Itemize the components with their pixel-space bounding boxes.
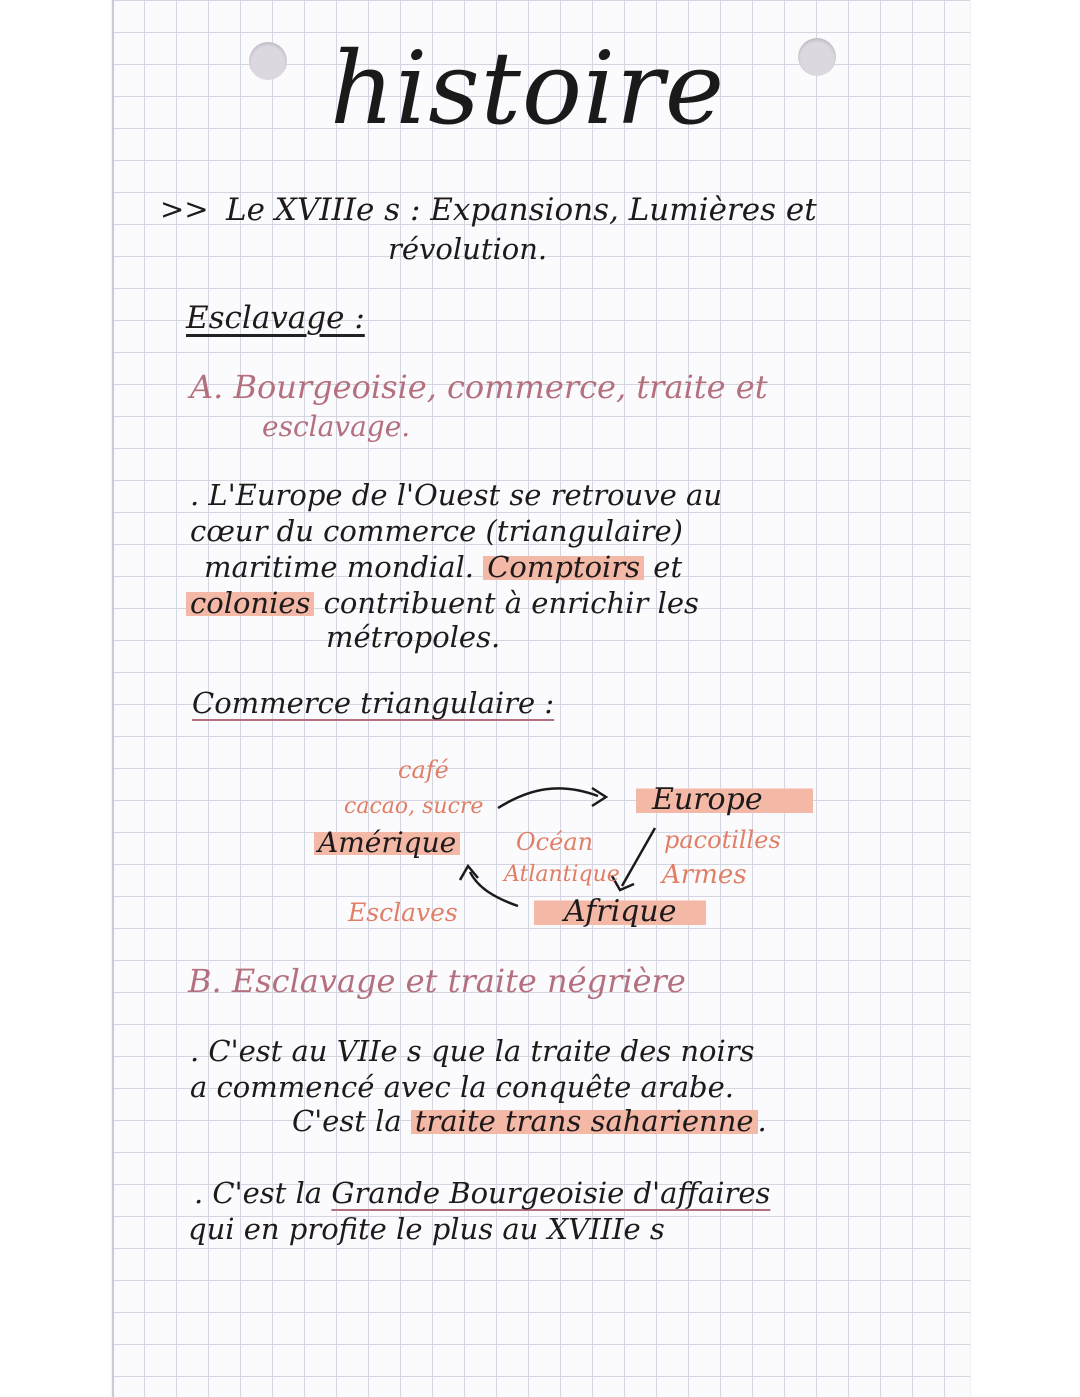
highlight-colonies: colonies (186, 586, 314, 620)
label-afrique: Afrique (534, 894, 706, 929)
paragraph1-line2: cœur du commerce (triangulaire) (190, 514, 683, 548)
triangle-heading: Commerce triangulaire : (192, 686, 555, 720)
paragraph2-line3-end: . (757, 1104, 767, 1138)
label-atlantique: Atlantique (504, 862, 620, 887)
arrowhead-europe (592, 788, 606, 806)
arrow-america-to-europe (498, 788, 598, 808)
label-cacao-sucre: cacao, sucre (344, 794, 484, 819)
label-esclaves: Esclaves (348, 898, 458, 927)
page-title: histoire (330, 30, 726, 147)
paragraph1-line3-text: maritime mondial. (204, 550, 474, 584)
paragraph1-line3-end: et (653, 550, 683, 584)
part-a-title-line2: esclavage. (262, 410, 411, 443)
paragraph3-line1-text: . C'est la (194, 1176, 323, 1210)
label-europe: Europe (636, 782, 813, 817)
chapter-title-line2: révolution. (388, 232, 548, 266)
paragraph3-line1 (194, 1176, 770, 1210)
arrow-europe-to-africa (622, 828, 655, 886)
section-heading: Esclavage : (186, 300, 365, 336)
paragraph2-line2: a commencé avec la conquête arabe. (190, 1070, 734, 1104)
paragraph2-line1: . C'est au VIIe s que la traite des noirs (190, 1034, 755, 1068)
chapter-title-line1: Le XVIIIe s : Expansions, Lumières et (226, 192, 817, 228)
paragraph2-line3 (292, 1104, 767, 1138)
part-b-title: B. Esclavage et traite négrière (188, 962, 686, 1000)
highlight-comptoirs: Comptoirs (483, 550, 644, 584)
chapter-marker: >> (160, 192, 209, 226)
part-a-title-line1: A. Bourgeoisie, commerce, traite et (190, 368, 768, 406)
paragraph1-line5: métropoles. (326, 620, 501, 654)
highlight-traite-trans-saharienne: traite trans saharienne (411, 1104, 758, 1138)
label-cafe: café (398, 756, 449, 784)
underline-grande-bourgeoisie: Grande Bourgeoisie d'affaires (331, 1176, 771, 1210)
label-amerique: Amérique (314, 826, 460, 859)
paragraph1-line4-text: contribuent à enrichir les (323, 586, 699, 620)
paragraph1-line1: . L'Europe de l'Ouest se retrouve au (190, 478, 723, 512)
arrowhead-america (460, 866, 478, 880)
paragraph2-line3-text: C'est la (292, 1104, 402, 1138)
paragraph3-line2: qui en profite le plus au XVIIIe s (188, 1212, 665, 1246)
label-ocean: Océan (516, 828, 594, 856)
label-armes: Armes (662, 860, 747, 890)
label-pacotilles: pacotilles (664, 826, 781, 854)
